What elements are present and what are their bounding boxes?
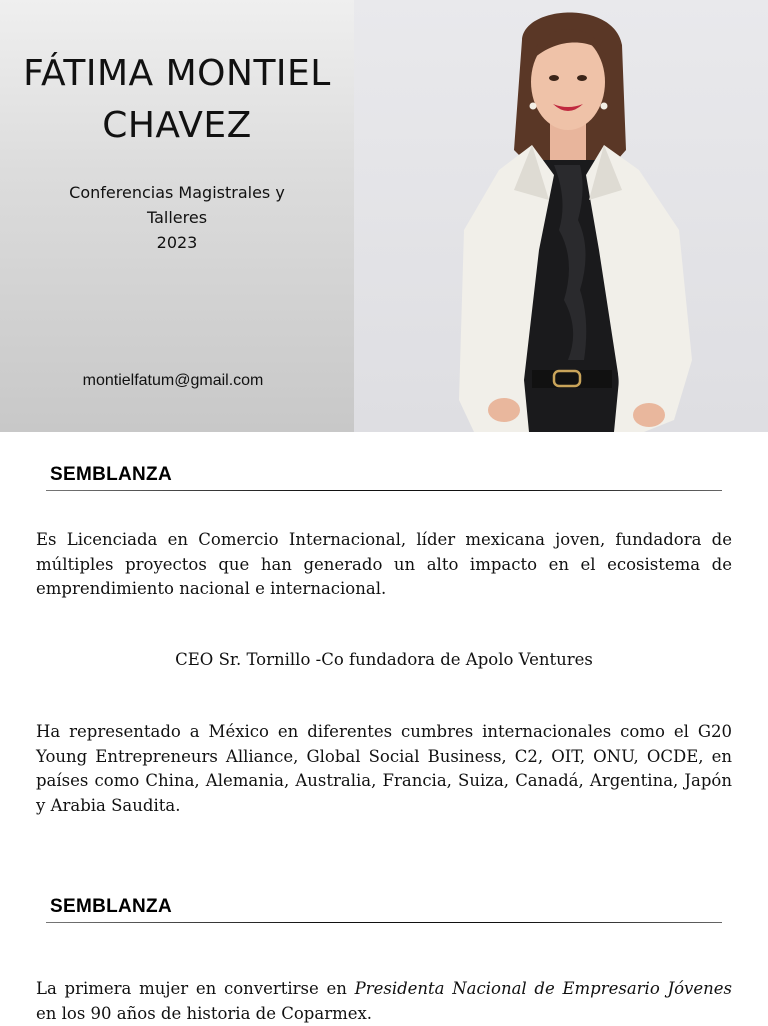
right-earring [601,103,608,110]
subtitle-line-1: Conferencias Magistrales y [69,183,285,202]
left-eye [549,75,559,81]
section-divider-2 [46,922,722,923]
section-divider-1 [46,490,722,491]
right-eye [577,75,587,81]
bio-paragraph-3 [36,977,732,1026]
paragraph-3-end: en los 90 años de historia de Coparmex. [36,1003,373,1023]
right-hand [633,403,665,427]
speaker-name [0,48,354,152]
bio-paragraph-2: Ha representado a México en diferentes cumbres internacionales como el G20 Young Entrepreneurs Alliance, Global Social Business, C2, OIT, ONU, OCDE, en países como China, Alemania, Australia, Francia, Suiza, Canadá, Argentina, Japón y Arabia Saudita. [36,722,732,815]
left-earring [530,103,537,110]
role-line: CEO Sr. Tornillo -Co fundadora de Apolo Ventures [175,650,593,669]
paragraph-3-italic: Presidenta Nacional de Empresario Jóvenes [354,979,732,998]
name-line-2: CHAVEZ [102,105,252,146]
bio-paragraph-1: Es Licenciada en Comercio Internacional, líder mexicana joven, fundadora de múltiples proyectos que han generado un alto impacto en el ecosistema de emprendimiento nacional e internacional. [36,530,732,598]
subtitle-year: 2023 [156,233,198,252]
header-banner [0,0,768,432]
speaker-photo [354,0,768,432]
paragraph-3-start: La primera mujer en convertirse en [36,979,355,998]
contact-email: montielfatum@gmail.com [82,372,264,389]
section-title-semblanza-2: SEMBLANZA [50,896,172,917]
portrait-illustration [354,0,768,432]
name-line-1: FÁTIMA MONTIEL [23,53,331,94]
left-hand [488,398,520,422]
subtitle-line-2: Talleres [146,208,208,227]
subtitle [40,180,314,255]
header-text-panel [0,0,354,432]
section-title-semblanza-1: SEMBLANZA [50,464,172,485]
